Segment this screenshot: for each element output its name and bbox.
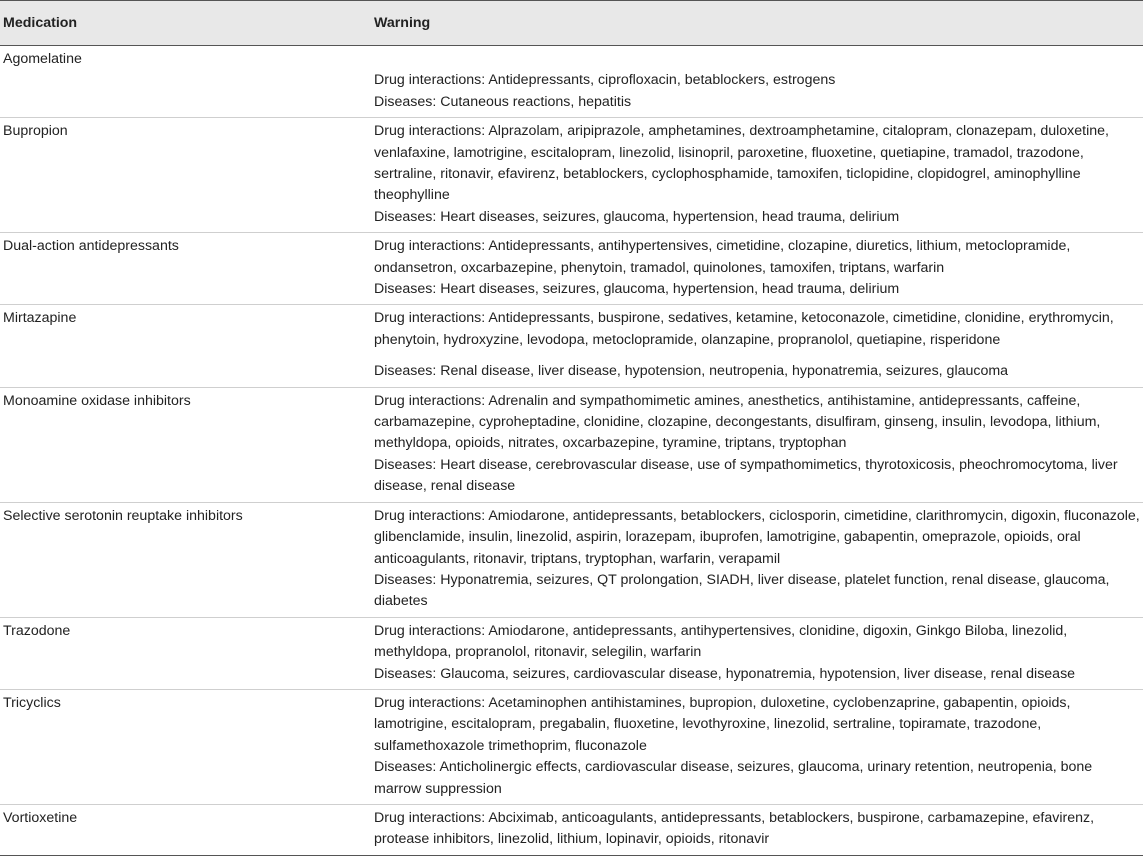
table-row (0, 689, 1143, 804)
table-row (0, 804, 1143, 855)
table-row (0, 305, 1143, 387)
drug-interactions-text: Drug interactions: Antidepressants, ciprofloxacin, betablockers, estrogens (374, 72, 836, 89)
warning-cell (371, 233, 1143, 305)
warning-cell (371, 387, 1143, 502)
medication-cell: Dual-action antidepressants (0, 233, 371, 305)
diseases-text: Diseases: Cutaneous reactions, hepatitis (374, 93, 632, 110)
drug-interactions-text: Drug interactions: Adrenalin and sympathomimetic amines, anesthetics, antihistamine, antidepressants, caffeine, carbamazepine, cyproheptadine, clonidine, clozapine, decongestants, disulfiram, ginseng, insulin, levodopa, lithium, methyldopa, opioids, nitrates, oxcarbazepine, tyramine, triptans, tryptophan (374, 392, 1101, 452)
diseases-text: Diseases: Renal disease, liver disease, hypotension, neutropenia, hyponatremia, seizures, glaucoma (374, 363, 1009, 380)
warning-cell (371, 804, 1143, 855)
table-row (0, 387, 1143, 502)
drug-interactions-text: Drug interactions: Antidepressants, antihypertensives, cimetidine, clozapine, diuretics, lithium, metoclopramide, ondansetron, oxcarbazepine, phenytoin, tramadol, quinolones, tamoxifen, triptans, warfarin (374, 238, 1071, 276)
diseases-text: Diseases: Heart disease, cerebrovascular disease, use of sympathomimetics, thyrotoxicosis, pheochromocytoma, liver disease, renal disease (374, 456, 1118, 495)
diseases-text: Diseases: Heart diseases, seizures, glaucoma, hypertension, head trauma, delirium (374, 281, 900, 298)
medication-cell: Monoamine oxidase inhibitors (0, 387, 371, 502)
medication-cell: Bupropion (0, 118, 371, 233)
warning-cell (371, 118, 1143, 233)
medication-cell: Mirtazapine (0, 305, 371, 387)
column-header-warning: Warning (371, 1, 1143, 46)
warning-cell (371, 617, 1143, 689)
table-row (0, 617, 1143, 689)
table-header-row (0, 1, 1143, 46)
diseases-text: Diseases: Hyponatremia, seizures, QT prolongation, SIADH, liver disease, platelet function, renal disease, glaucoma, diabetes (374, 571, 1110, 610)
table-row (0, 46, 1143, 118)
medication-cell: Agomelatine (0, 46, 371, 118)
medication-cell: Vortioxetine (0, 804, 371, 855)
drug-interactions-text: Drug interactions: Amiodarone, antidepressants, betablockers, ciclosporin, cimetidine, clarithromycin, digoxin, fluconazole, glibenclamide, insulin, linezolid, aspirin, lorazepam, ibuprofen, lamotrigine, gabapentin, omeprazole, opioids, oral anticoagulants, ritonavir, triptans, tryptophan, warfarin, verapamil (374, 507, 1140, 567)
diseases-text: Diseases: Glaucoma, seizures, cardiovascular disease, hyponatremia, hypotension, liver disease, renal disease (374, 665, 1076, 682)
drug-interactions-text: Drug interactions: Antidepressants, buspirone, sedatives, ketamine, ketoconazole, cimetidine, clonidine, erythromycin, phenytoin, hydroxyzine, levodopa, metoclopramide, olanzapine, propranolol, quetiapine, risperidone (374, 310, 1114, 348)
diseases-text: Diseases: Heart diseases, seizures, glaucoma, hypertension, head trauma, delirium (374, 208, 900, 225)
diseases-text: Diseases: Anticholinergic effects, cardiovascular disease, seizures, glaucoma, urinary retention, neutropenia, bone marrow suppression (374, 759, 1093, 797)
table-row (0, 118, 1143, 233)
column-header-medication: Medication (0, 1, 371, 46)
table-row (0, 502, 1143, 617)
drug-interactions-text: Drug interactions: Abciximab, anticoagulants, antidepressants, betablockers, buspirone, carbamazepine, efavirenz, protease inhibitors, linezolid, lithium, lopinavir, opioids, ritonavir (374, 809, 1095, 848)
drug-interactions-text: Drug interactions: Amiodarone, antidepressants, antihypertensives, clonidine, digoxin, Ginkgo Biloba, linezolid, methyldopa, propranolol, ritonavir, selegilin, warfarin (374, 622, 1068, 661)
medication-cell: Selective serotonin reuptake inhibitors (0, 502, 371, 617)
warning-cell (371, 689, 1143, 804)
table-row (0, 233, 1143, 305)
medication-cell: Trazodone (0, 617, 371, 689)
medication-cell: Tricyclics (0, 689, 371, 804)
drug-interactions-text: Drug interactions: Acetaminophen antihistamines, bupropion, duloxetine, cyclobenzaprine, gabapentin, opioids, lamotrigine, escitalopram, pregabalin, fluoxetine, levothyroxine, linezolid, sertraline, topiramate, trazodone, sulfamethoxazole trimethoprim, fluconazole (374, 694, 1071, 754)
drug-interactions-text: Drug interactions: Alprazolam, aripiprazole, amphetamines, dextroamphetamine, citalopram, clonazepam, duloxetine, venlafaxine, lamotrigine, escitalopram, linezolid, lisinopril, paroxetine, fluoxetine, quetiapine, tramadol, trazodone, sertraline, ritonavir, efavirenz, betablockers, cyclophosphamide, tamoxifen, ticlopidine, clopidogrel, aminophylline theophylline (374, 123, 1109, 204)
warning-cell (371, 46, 1143, 118)
warning-cell (371, 502, 1143, 617)
warning-cell (371, 305, 1143, 387)
